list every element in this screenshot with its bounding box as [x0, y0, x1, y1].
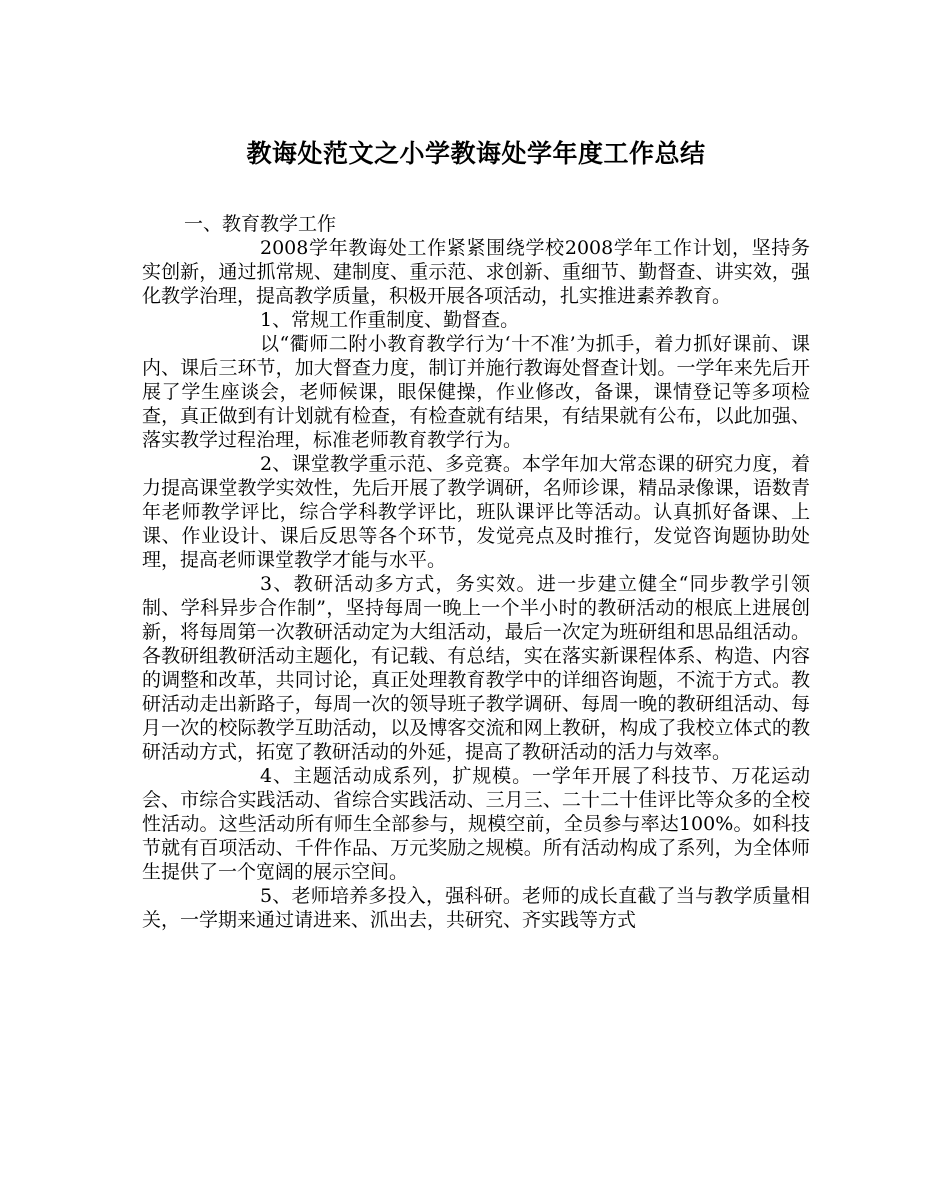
paragraph-item-2: 2、课堂教学重示范、多竞赛。本学年加大常态课的研究力度，着力提高课堂教学实效性，先后开展了教学调研，名师诊课，精品录像课，语数青年老师教学评比，综合学科教学评比，班队课评比等活动。认真抓好备课、上课、作业设计、课后反思等各个环节，发觉亮点及时推行，发觉咨询题协助处理，提高老师课堂教学才能与水平。: [142, 453, 810, 571]
paragraph-intro: 2008学年教诲处工作紧紧围绕学校2008学年工作计划，坚持务实创新，通过抓常规、建制度、重示范、求创新、重细节、勤督查、讲实效，强化教学治理，提高教学质量，积极开展各项活动，扎实推进素养教育。: [142, 237, 810, 307]
paragraph-item-5: 5、老师培养多投入，强科研。老师的成长直截了当与教学质量相关，一学期来通过请进来、沠出去，共研究、齐实践等方式: [142, 885, 810, 931]
paragraph-item-3: 3、教研活动多方式，务实效。进一步建立健全“同步教学引领制、学科异步合作制”，坚持每周一晚上一个半小时的教研活动的根底上进展创新，将每周第一次教研活动定为大组活动，最后一次定为班研组和思品组活动。各教研组教研活动主题化，有记载、有总结，实在落实新课程体系、构造、内容的调整和改革，共同讨论，真正处理教育教学中的详细咨询题，不流于方式。教研活动走出新路子，每周一次的领导班子教学调研、每周一晚的教研组活动、每月一次的校际教学互助活动，以及博客交流和网上教研，构成了我校立体式的教研活动方式，拓宽了教研活动的外延，提高了教研活动的活力与效率。: [142, 573, 810, 763]
paragraph-item-1-heading: 1、常规工作重制度、勤督查。: [260, 309, 520, 331]
paragraph-item-4: 4、主题活动成系列，扩规模。一学年开展了科技节、万花运动会、市综合实践活动、省综合实践活动、三月三、二十二十佳评比等众多的全校性活动。这些活动所有师生全部参与，规模空前，全员参与率达100%。如科技节就有百项活动、千件作品、万元奖励之规模。所有活动构成了系列，为全体师生提供了一个宽阔的展示空间。: [142, 765, 810, 883]
paragraph-item-1-body: 以“衢师二附小教育教学行为‘十不准’为抓手，着力抓好课前、课内、课后三环节，加大督查力度，制订并施行教诲处督查计划。一学年来先后开展了学生座谈会，老师候课，眼保健操，作业修改，备课，课情登记等多项检查，真正做到有计划就有检查，有检查就有结果，有结果就有公布，以此加强、落实教学过程治理，标准老师教育教学行为。: [142, 333, 810, 451]
document-page: [142, 136, 810, 932]
document-title: 教诲处范文之小学教诲处学年度工作总结: [246, 139, 706, 168]
section-heading: 一、教育教学工作: [184, 213, 337, 235]
document-body: [142, 212, 810, 932]
